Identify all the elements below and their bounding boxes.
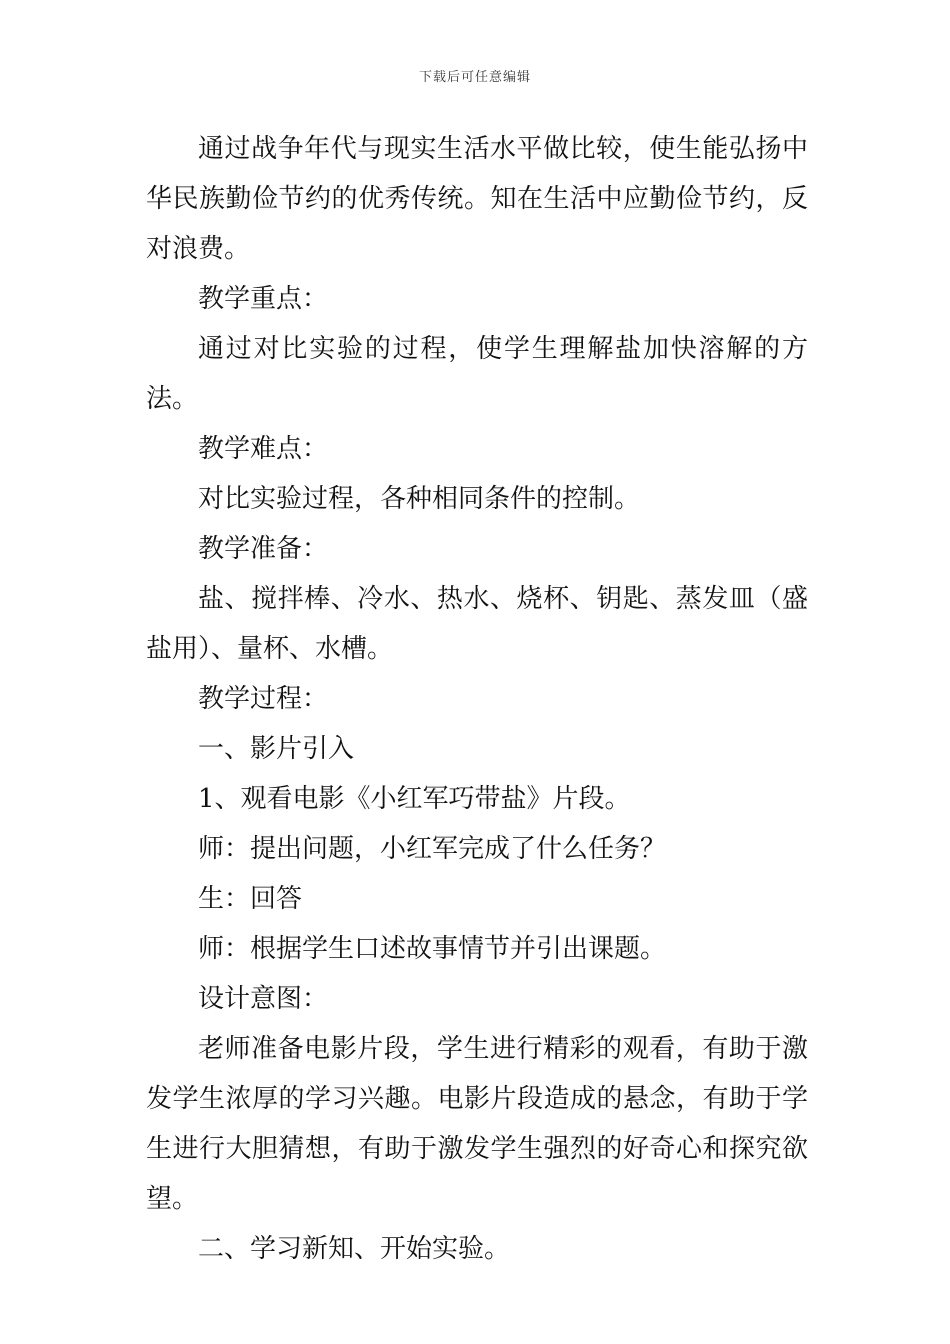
paragraph-preparation: 盐、搅拌棒、冷水、热水、烧杯、钥匙、蒸发皿（盛盐用）、量杯、水槽。 (146, 584, 808, 664)
paragraph-key-points: 通过对比实验的过程，使学生理解盐加快溶解的方法。 (146, 334, 808, 414)
heading-preparation: 教学准备： (198, 534, 329, 564)
section-new-knowledge: 二、学习新知、开始实验。 (198, 1234, 511, 1264)
paragraph-difficulties: 对比实验过程，各种相同条件的控制。 (198, 484, 641, 514)
document-body (146, 124, 808, 1274)
heading-key-points: 教学重点： (198, 284, 329, 314)
teacher-question: 师：提出问题，小红军完成了什么任务？ (198, 834, 667, 864)
heading-design-intent: 设计意图： (198, 984, 329, 1014)
teacher-topic: 师：根据学生口述故事情节并引出课题。 (198, 934, 667, 964)
section-film-intro: 一、影片引入 (198, 734, 355, 764)
student-answer: 生：回答 (198, 884, 303, 914)
paragraph-intro: 通过战争年代与现实生活水平做比较，使生能弘扬中华民族勤俭节约的优秀传统。知在生活中应勤俭节约，反对浪费。 (146, 134, 808, 264)
step-watch-film: 1、观看电影《小红军巧带盐》片段。 (198, 784, 631, 814)
heading-difficulties: 教学难点： (198, 434, 329, 464)
heading-process: 教学过程： (198, 684, 329, 714)
page-header: 下载后可任意编辑 (418, 70, 531, 85)
paragraph-design-intent: 老师准备电影片段，学生进行精彩的观看，有助于激发学生浓厚的学习兴趣。电影片段造成的悬念，有助于学生进行大胆猜想，有助于激发学生强烈的好奇心和探究欲望。 (146, 1034, 808, 1214)
